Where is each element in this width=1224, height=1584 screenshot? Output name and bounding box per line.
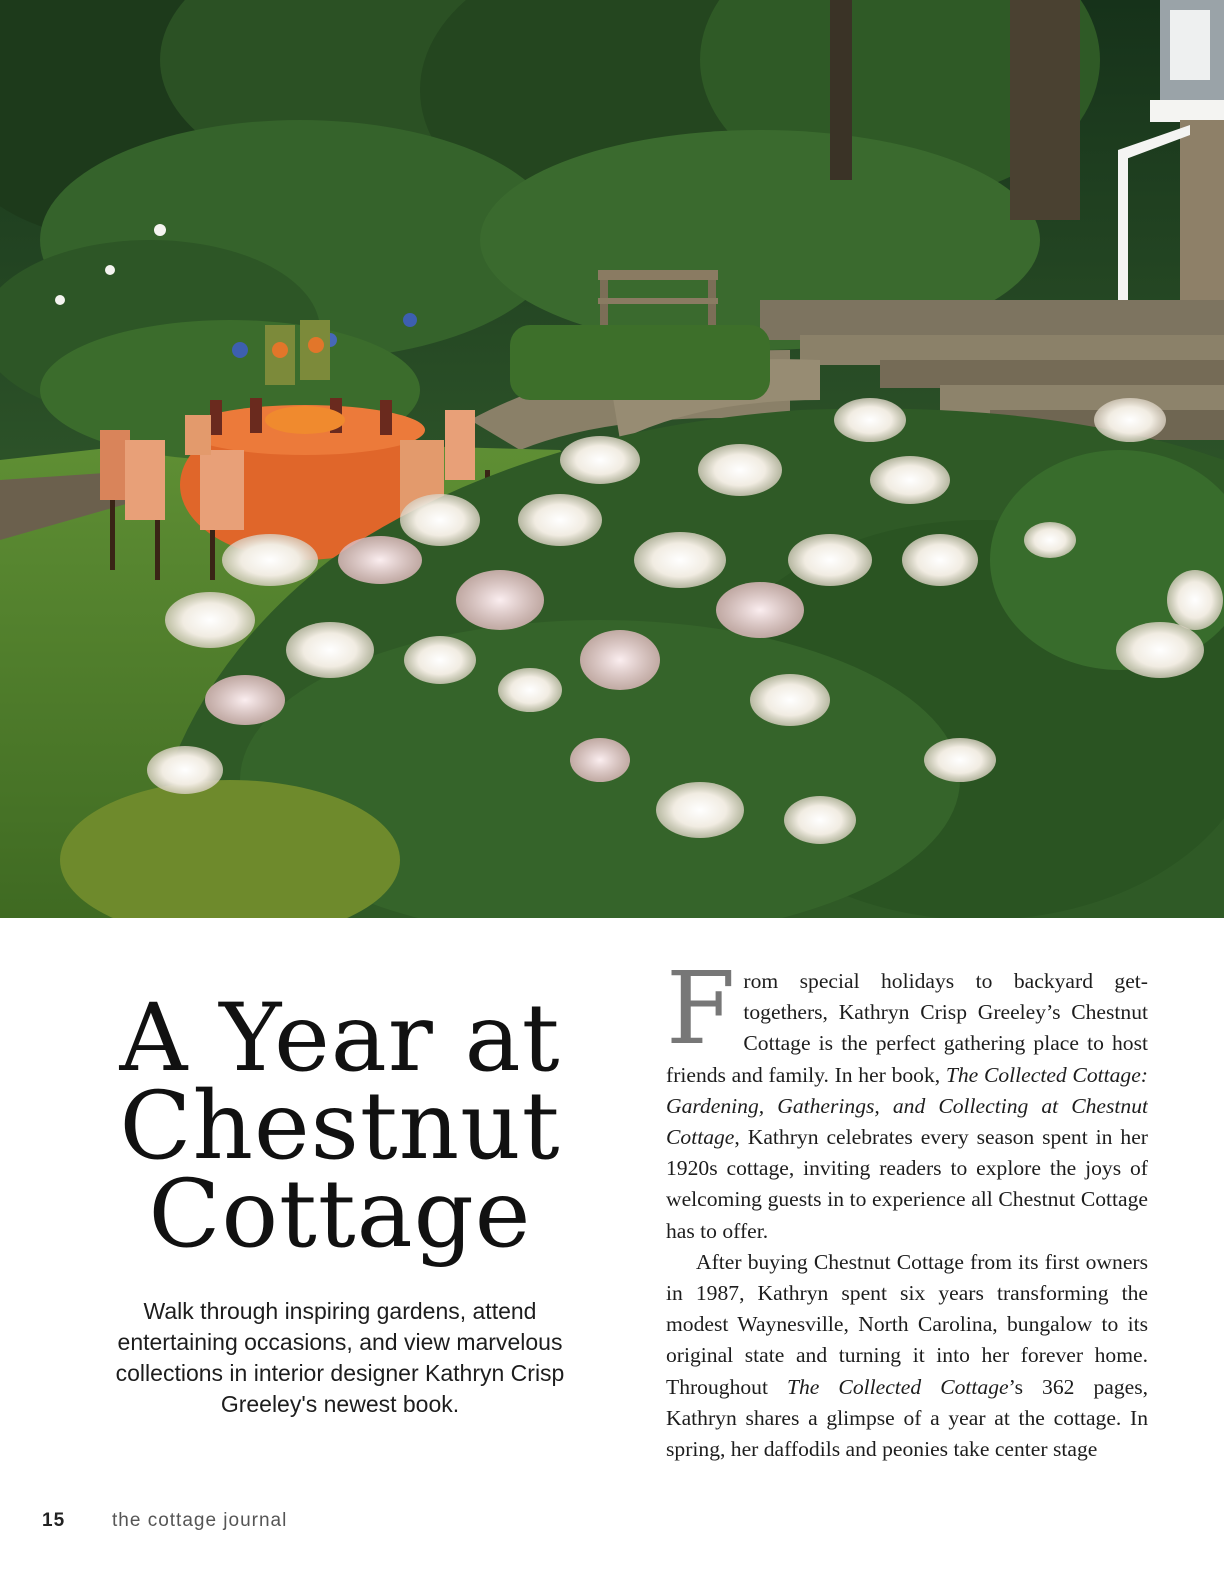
body-paragraph-1: [666, 966, 1148, 1247]
headline-line-2: Chestnut: [119, 1072, 561, 1181]
paragraph-2-text-a: After buying Chestnut Cottage from its first owners in 1987, Kathryn spent six years transforming the modest Waynesville, North Carolina, bungalow to its original state and turning it into her forever home. Throughout: [666, 1249, 1148, 1399]
article-headline: [80, 984, 600, 1269]
paragraph-2-text-b: ’s 362 pages, Kathryn shares a glimpse of a year at the cottage. In spring, her daffodils and peonies take center stage: [666, 1374, 1148, 1462]
boxwood-hedge: [510, 325, 770, 400]
book-title-short: The Collected Cottage: [787, 1374, 1009, 1399]
article-dek: Walk through inspiring gardens, attend entertaining occasions, and view marvelous collections in interior designer Kathryn Crisp Greeley's newest book.: [115, 1298, 565, 1417]
publication-name: the cottage journal: [112, 1510, 288, 1531]
paragraph-1-text-a: rom special holidays to backyard get-togethers, Kathryn Crisp Greeley’s Chestnut Cottage is the perfect gathering place to host friends and family. In her book,: [666, 969, 1148, 1087]
headline-line-3: Cottage: [148, 1160, 532, 1269]
book-title: The Collected Cottage: Gardening, Gatherings, and Collecting at Chestnut Cottage: [666, 1062, 1148, 1150]
paragraph-1-text-b: , Kathryn celebrates every season spent in her 1920s cottage, inviting readers to explore the joys of welcoming guests in to experience all Chestnut Cottage has to offer.: [666, 1125, 1148, 1243]
body-paragraph-2: [666, 1247, 1148, 1465]
article-body: [666, 966, 1148, 1466]
drop-cap: F: [666, 966, 736, 1067]
page-number: 15: [42, 1510, 66, 1531]
headline-line-1: A Year at: [119, 984, 561, 1093]
